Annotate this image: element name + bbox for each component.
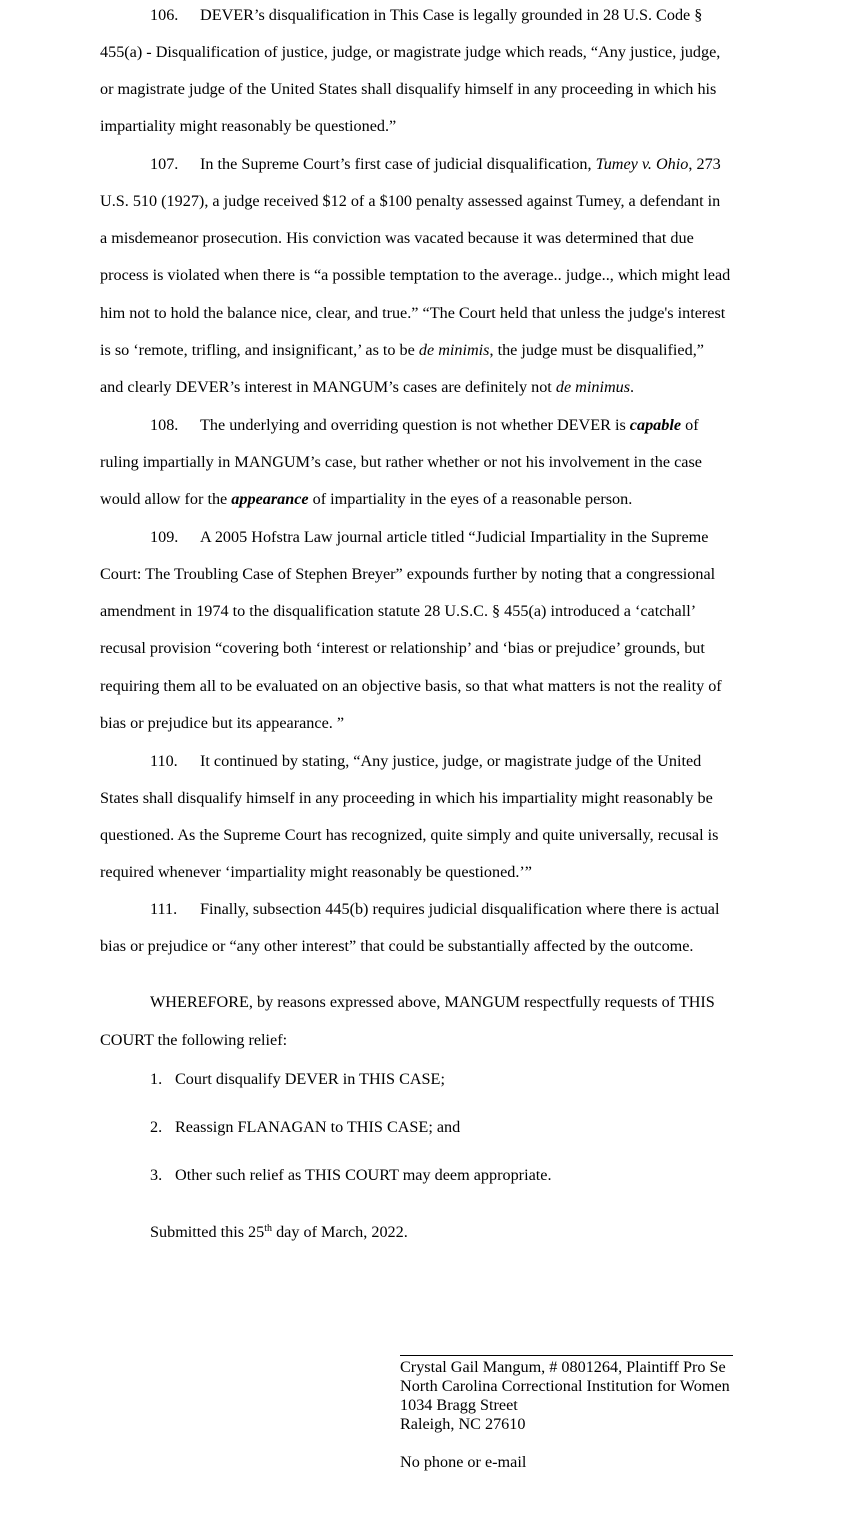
case-citation: Tumey v. Ohio: [595, 155, 689, 173]
text: would allow for the: [100, 490, 232, 508]
paragraph-106-line-1: [150, 5, 702, 25]
paragraph-110-line-4: required whenever ‘impartiality might reasonably be questioned.’”: [100, 863, 532, 881]
bold-emphasis: capable: [629, 416, 682, 434]
text: of impartiality in the eyes of a reasonable person.: [308, 490, 633, 508]
paragraph-number: 107.: [150, 155, 179, 173]
text: is so ‘remote, trifling, and insignificant,’ as to be: [100, 341, 419, 359]
paragraph-number: 106.: [150, 6, 179, 24]
signer-name: Crystal Gail Mangum, # 0801264, Plaintiff Pro Se: [400, 1358, 726, 1376]
paragraph-107-line-2: U.S. 510 (1927), a judge received $12 of a $100 penalty assessed against Tumey, a defendant in: [100, 192, 721, 210]
wherefore-line-2: COURT the following relief:: [100, 1031, 288, 1049]
text: A 2005 Hofstra Law journal article titled “Judicial Impartiality in the Supreme: [200, 528, 709, 546]
paragraph-109-line-3: amendment in 1974 to the disqualification statute 28 U.S.C. § 455(a) introduced a ‘catchall’: [100, 602, 697, 620]
list-text: Court disqualify DEVER in THIS CASE;: [175, 1070, 445, 1088]
relief-item-2: [150, 1117, 460, 1137]
paragraph-106-line-3: or magistrate judge of the United States shall disqualify himself in any proceeding in which his: [100, 80, 717, 98]
ordinal-suffix: th: [264, 1223, 273, 1234]
text: DEVER’s disqualification in This Case is legally grounded in 28 U.S. Code §: [200, 6, 703, 24]
signer-contact: No phone or e-mail: [400, 1453, 527, 1471]
paragraph-108-line-1: [150, 415, 699, 435]
list-text: Other such relief as THIS COURT may deem appropriate.: [175, 1166, 552, 1184]
paragraph-106-line-2: 455(a) - Disqualification of justice, judge, or magistrate judge which reads, “Any justice, judge,: [100, 43, 721, 61]
text: day of March, 2022.: [272, 1223, 408, 1241]
paragraph-107-line-3: a misdemeanor prosecution. His conviction was vacated because it was determined that due: [100, 229, 694, 247]
relief-item-3: [150, 1165, 552, 1185]
paragraph-108-line-2: ruling impartially in MANGUM’s case, but rather whether or not his involvement in the case: [100, 453, 702, 471]
text: of: [681, 416, 699, 434]
paragraph-109-line-1: [150, 527, 708, 547]
wherefore-line-1: WHEREFORE, by reasons expressed above, MANGUM respectfully requests of THIS: [150, 993, 715, 1011]
text: Submitted this 25: [150, 1223, 265, 1241]
emphasis: de minimis: [418, 341, 490, 359]
paragraph-107-line-1: [150, 154, 721, 174]
text: .: [630, 378, 635, 396]
paragraph-110-line-3: questioned. As the Supreme Court has recognized, quite simply and quite universally, recusal is: [100, 826, 719, 844]
paragraph-109-line-2: Court: The Troubling Case of Stephen Breyer” expounds further by noting that a congressional: [100, 565, 716, 583]
text: In the Supreme Court’s first case of judicial disqualification,: [200, 155, 596, 173]
paragraph-106-line-4: impartiality might reasonably be questioned.”: [100, 117, 397, 135]
relief-item-1: [150, 1069, 445, 1089]
paragraph-107-line-6: [100, 340, 704, 360]
paragraph-number: 111.: [150, 900, 178, 918]
text: , 273: [688, 155, 721, 173]
paragraph-107-line-7: [100, 377, 634, 397]
paragraph-107-line-5: him not to hold the balance nice, clear, and true.” “The Court held that unless the judge's interest: [100, 304, 726, 322]
paragraph-111-line-2: bias or prejudice or “any other interest” that could be substantially affected by the outcome.: [100, 937, 694, 955]
submitted-date: [150, 1222, 408, 1242]
text: It continued by stating, “Any justice, judge, or magistrate judge of the United: [200, 752, 702, 770]
paragraph-111-line-1: [150, 899, 720, 919]
signer-institution: North Carolina Correctional Institution for Women: [400, 1377, 730, 1395]
paragraph-108-line-3: [100, 489, 632, 509]
list-number: 3.: [150, 1166, 163, 1184]
paragraph-110-line-1: [150, 751, 701, 771]
text: Finally, subsection 445(b) requires judicial disqualification where there is actual: [200, 900, 720, 918]
bold-emphasis: appearance: [231, 490, 309, 508]
signer-city: Raleigh, NC 27610: [400, 1415, 526, 1433]
paragraph-110-line-2: States shall disqualify himself in any proceeding in which his impartiality might reasonably be: [100, 789, 713, 807]
paragraph-107-line-4: process is violated when there is “a possible temptation to the average.. judge.., which might lead: [100, 266, 731, 284]
signature-line: [400, 1355, 733, 1356]
text: The underlying and overriding question is not whether DEVER is: [200, 416, 630, 434]
paragraph-109-line-5: requiring them all to be evaluated on an objective basis, so that what matters is not the reality of: [100, 677, 722, 695]
paragraph-109-line-6: bias or prejudice but its appearance. ”: [100, 714, 345, 732]
list-text: Reassign FLANAGAN to THIS CASE; and: [175, 1118, 461, 1136]
text: , the judge must be disqualified,”: [489, 341, 704, 359]
list-number: 2.: [150, 1118, 163, 1136]
text: and clearly DEVER’s interest in MANGUM’s cases are definitely not: [100, 378, 556, 396]
emphasis: de minimus: [555, 378, 631, 396]
signer-street: 1034 Bragg Street: [400, 1396, 518, 1414]
paragraph-number: 110.: [150, 752, 178, 770]
paragraph-number: 109.: [150, 528, 179, 546]
list-number: 1.: [150, 1070, 163, 1088]
paragraph-109-line-4: recusal provision “covering both ‘interest or relationship’ and ‘bias or prejudice’ grounds, but: [100, 639, 705, 657]
paragraph-number: 108.: [150, 416, 179, 434]
